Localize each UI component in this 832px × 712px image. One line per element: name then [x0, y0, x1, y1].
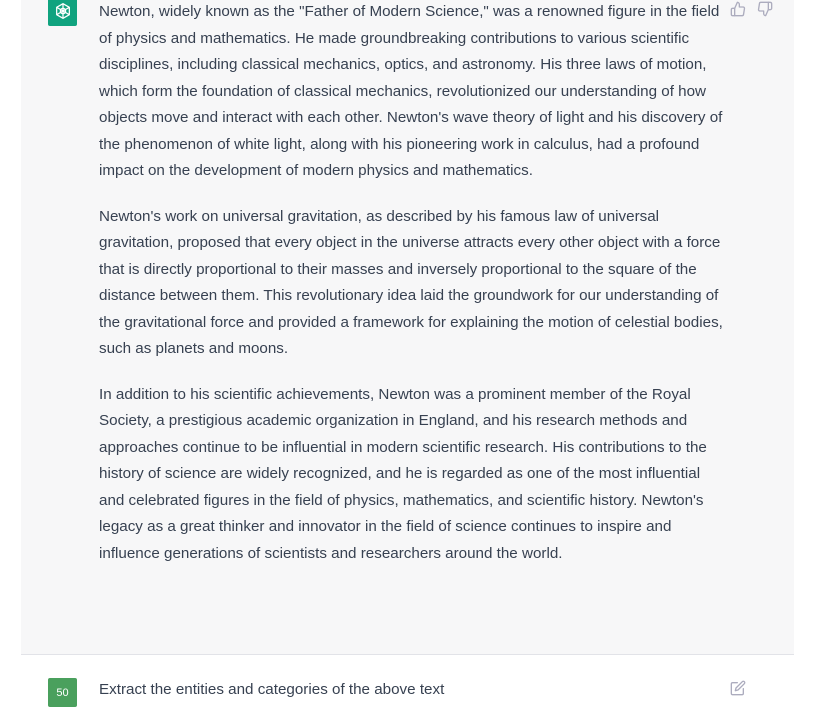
thumbs-up-icon	[730, 1, 746, 22]
assistant-paragraph: Newton's work on universal gravitation, as described by his famous law of universal gravitation, proposed that every object in the universe attracts every other object with a force that is directly proportional to their masses and inversely proportional to the square of the distance between them. This revolutionary idea laid the groundwork for our understanding of the gravitational force and provided a framework for explaining the motion of celestial bodies, such as planets and moons.	[99, 207, 723, 357]
user-message-row	[0, 655, 832, 712]
assistant-paragraph: In addition to his scientific achievements, Newton was a prominent member of the Royal Society, a prestigious academic organization in England, and his research methods and approaches continue to be influential in modern scientific research. His contributions to the history of science are widely recognized, and he is regarded as one of the most influential and celebrated figures in the field of physics, mathematics, and scientific history. Newton's legacy as a great thinker and innovator in the field of science continues to inspire and influence generations of scientists and researchers around the world.	[99, 385, 707, 562]
thumbs-down-button[interactable]	[756, 2, 774, 20]
thumbs-down-icon	[757, 1, 773, 22]
user-avatar: 50	[48, 678, 77, 707]
edit-icon	[730, 680, 746, 701]
assistant-paragraph: Newton, widely known as the "Father of Modern Science," was a renowned figure in the field of physics and mathematics. He made groundbreaking contributions to various scientific disciplines, including classical mechanics, optics, and astronomy. His three laws of motion, which form the foundation of classical mechanics, revolutionized our understanding of how objects move and interact with each other. Newton's wave theory of light and his discovery of the phenomenon of white light, along with his pioneering work in calculus, had a profound impact on the development of modern physics and mathematics.	[99, 3, 723, 179]
thumbs-up-button[interactable]	[729, 2, 747, 20]
openai-logo-icon	[53, 1, 73, 26]
assistant-message	[99, 0, 723, 586]
user-message: Extract the entities and categories of the above text	[99, 681, 445, 698]
assistant-avatar	[48, 0, 77, 26]
edit-message-button[interactable]	[729, 681, 747, 699]
